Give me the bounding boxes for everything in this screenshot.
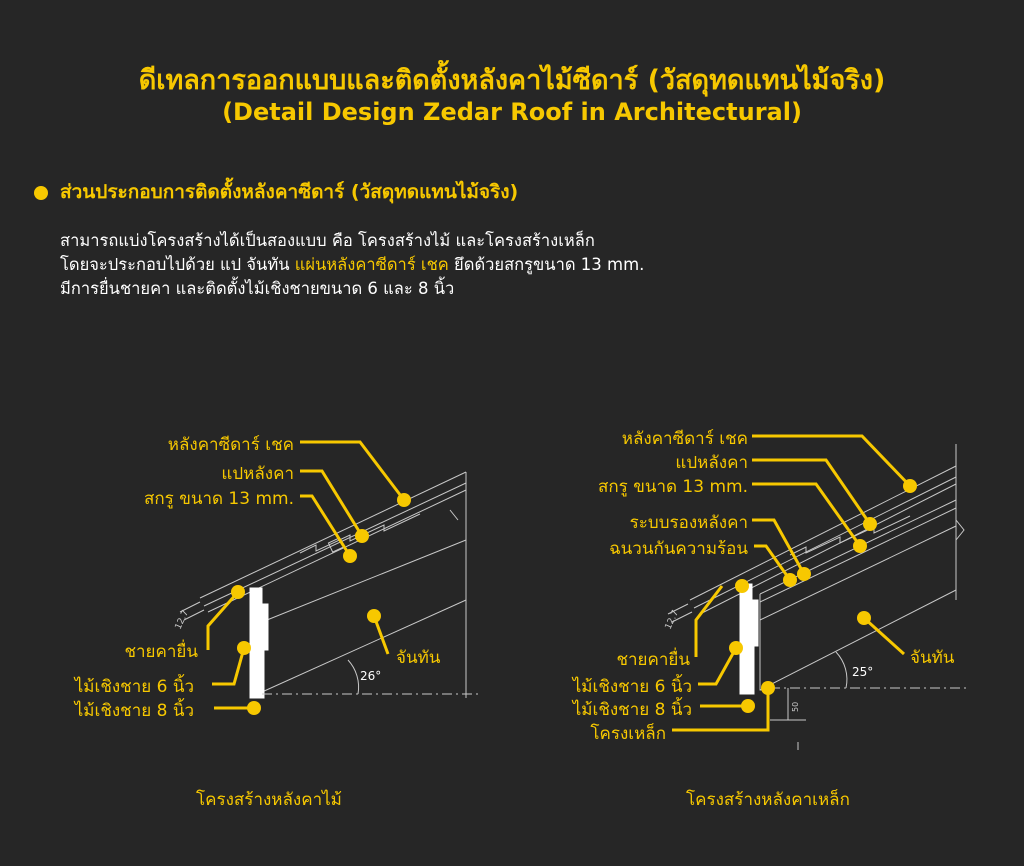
wood-label-fascia8: ไม้เชิงชาย 8 นิ้ว — [74, 701, 194, 721]
steel-caption: โครงสร้างหลังคาเหล็ก — [686, 790, 850, 810]
steel-label-support: ระบบรองหลังคา — [629, 513, 748, 533]
steel-leader-dots — [729, 479, 917, 713]
steel-fascia-board — [740, 584, 758, 694]
page-title-thai: ดีเทลการออกแบบและติดตั้งหลังคาไม้ซีดาร์ (วัสดุทดแทนไม้จริง) — [138, 65, 886, 96]
wood-label-rafter: จันทัน — [396, 648, 441, 668]
steel-label-eave: ชายคายื่น — [616, 650, 690, 670]
steel-label-fascia8: ไม้เชิงชาย 8 นิ้ว — [572, 700, 692, 720]
wood-leader-fascia6 — [212, 648, 244, 684]
wood-rafter-top — [262, 540, 466, 622]
steel-insulation-bottom — [760, 508, 956, 602]
wood-label-sheet: หลังคาซีดาร์ เชค — [167, 435, 294, 455]
wood-dim-label: 12.7 — [173, 608, 192, 632]
wood-fascia-board — [250, 588, 268, 698]
steel-label-sheet: หลังคาซีดาร์ เชค — [621, 429, 748, 449]
steel-label-fascia6: ไม้เชิงชาย 6 นิ้ว — [572, 677, 692, 697]
steel-channel — [760, 594, 770, 690]
steel-leader-rafter — [864, 618, 904, 654]
wood-tick — [450, 510, 458, 520]
steel-angle-arc — [836, 652, 847, 688]
steel-leader-fascia6 — [698, 648, 736, 684]
wood-label-purlin: แปหลังคา — [221, 464, 294, 484]
wood-caption: โครงสร้างหลังคาไม้ — [196, 790, 342, 810]
steel-break-mark — [956, 520, 964, 540]
steel-leader-eave — [696, 586, 722, 657]
steel-label-screw: สกรู ขนาด 13 mm. — [598, 477, 748, 497]
wood-label-fascia6: ไม้เชิงชาย 6 นิ้ว — [74, 677, 194, 697]
steel-label-insulation: ฉนวนกันความร้อน — [609, 539, 748, 559]
steel-shingle-steps — [790, 516, 910, 555]
steel-leader-screw — [752, 484, 860, 546]
page-title-english: (Detail Design Zedar Roof in Architectural) — [222, 98, 802, 126]
section-heading: ส่วนประกอบการติดตั้งหลังคาซีดาร์ (วัสดุทดแทนไม้จริง) — [60, 181, 519, 203]
wood-angle-arc — [348, 660, 359, 694]
description-line-1: สามารถแบ่งโครงสร้างได้เป็นสองแบบ คือ โครงสร้างไม้ และโครงสร้างเหล็ก — [60, 231, 595, 250]
steel-dim-small-label: 50 — [791, 701, 800, 712]
steel-leader-purlin — [752, 460, 870, 524]
description-line-2-end: ยึดด้วยสกรูขนาด 13 mm. — [448, 255, 645, 274]
steel-dim-label: 12.7 — [663, 608, 682, 632]
description-line-3: มีการยื่นชายคา และติดตั้งไม้เชิงชายขนาด 6 และ 8 นิ้ว — [60, 279, 455, 298]
steel-label-rafter: จันทัน — [910, 648, 955, 668]
steel-label-steel-frame: โครงเหล็ก — [590, 724, 666, 744]
description-highlight: แผ่นหลังคาซีดาร์ เชค — [294, 255, 449, 274]
description-line-2-text: โดยจะประกอบไปด้วย แป จันทัน — [60, 255, 295, 274]
steel-angle-label: 25° — [852, 665, 874, 679]
wood-label-eave: ชายคายื่น — [124, 642, 198, 662]
wood-leader-eave — [208, 592, 238, 650]
wood-label-screw: สกรู ขนาด 13 mm. — [144, 489, 294, 509]
wood-angle-label: 26° — [360, 669, 382, 683]
steel-label-purlin: แปหลังคา — [675, 453, 748, 473]
